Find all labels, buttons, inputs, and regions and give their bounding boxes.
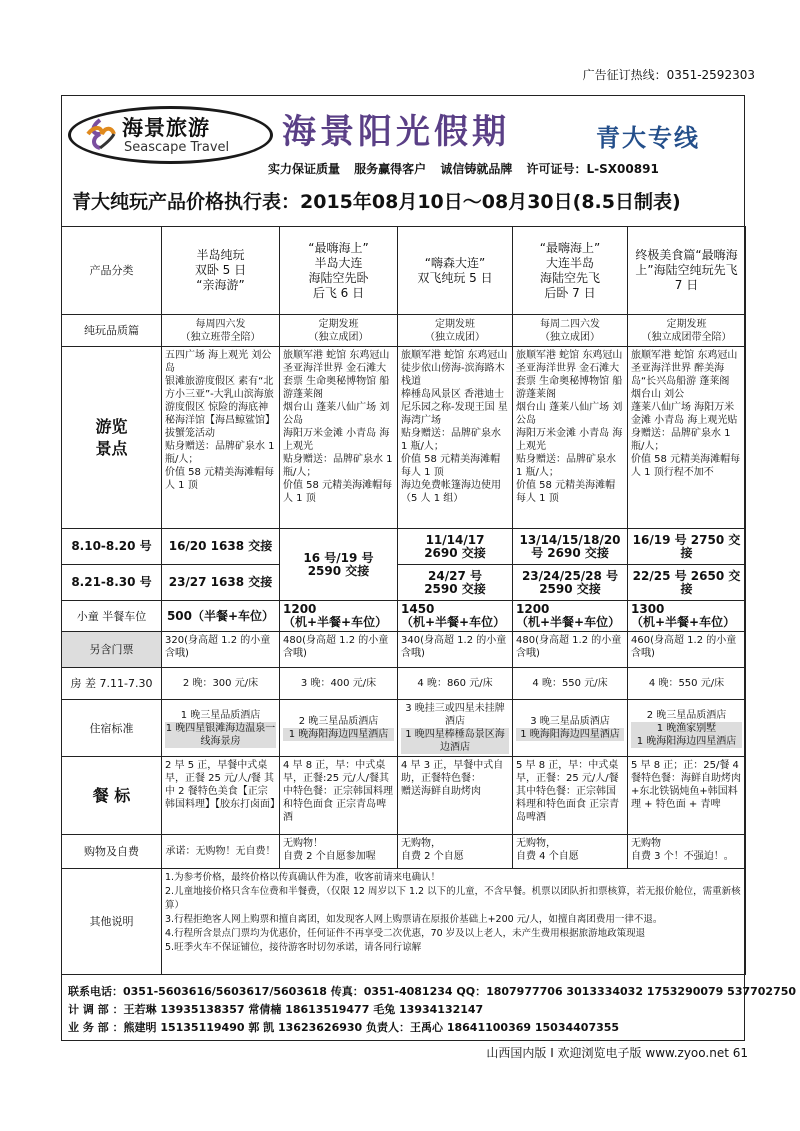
price-table-title: 青大纯玩产品价格执行表：2015年08月10日～08月30日(8.5日制表) (72, 191, 681, 213)
product-name: 半岛纯玩 双卧 5 日 “亲海游” (162, 227, 280, 315)
product-meal: 2 早 5 正，早餐中式桌早，正餐 25 元/人/餐 其中 2 餐特色美食【正宗韩国料理】【胶东打卤面】 (162, 757, 280, 835)
brand-title: 海景阳光假期 (282, 112, 510, 152)
row-label-tickets: 另含门票 (62, 632, 162, 668)
product-room: 4 晚：550 元/床 (628, 668, 746, 700)
product-meal: 4 早 8 正，早：中式桌早，正餐:25 元/人/餐其中特色餐：正宗韩国料理和特色面食 正宗青岛啤酒 (280, 757, 398, 835)
product-spots: 旅顺军港 蛇馆 东鸡冠山 圣亚海洋世界 金石滩大套票 生命奥秘博物馆 船游蓬莱阁 烟台山 蓬莱八仙广场 刘公岛 海阳万米金滩 小青岛 海上观光 贴身赠送：品牌矿泉水 1 瓶/人； 价值 58 元精美海滩帽每人 1 顶 (513, 347, 628, 529)
row-label-shopping: 购物及自费 (62, 835, 162, 869)
product-spots: 旅顺军港 蛇馆 东鸡冠山 圣亚海洋世界 醉美海岛“长兴岛船游 蓬莱阁 烟台山 刘公 蓬莱八仙广场 海阳万米金滩 小青岛 海上观光贴身赠送：品牌矿泉水 1 瓶/人； 价值 58 元精美海滩帽每人 1 顶行程不加不 (628, 347, 746, 529)
product-price: 16/20 1638 交接 (162, 529, 280, 565)
product-price: 23/27 1638 交接 (162, 565, 280, 601)
product-meal: 5 早 8 正；正：25/餐 4 餐特色餐：海鲜自助烤肉+东北铁锅炖鱼+韩国料理 + 特色面 + 青啤 (628, 757, 746, 835)
product-shopping: 无购物 自费 3 个！不强迫！。 (628, 835, 746, 869)
product-hotel: 2 晚三星品质酒店 1 晚渔家别墅 1 晚海阳海边四星酒店 (628, 700, 746, 757)
product-shopping: 无购物！ 自费 2 个自愿参加喔 (280, 835, 398, 869)
row-label-room: 房 差 7.11-7.30 (62, 668, 162, 700)
product-child-price: 1450 （机+半餐+车位） (398, 601, 513, 632)
product-child-price: 1200 （机+半餐+车位） (280, 601, 398, 632)
product-price: 22/25 号 2650 交接 (628, 565, 746, 601)
row-label-meal: 餐 标 (62, 757, 162, 835)
contact-phone: 联系电话：0351-5603616/5603617/5603618 传真：0351-4081234 QQ：1807977706 3013334032 1753290079 537702750 (68, 985, 797, 998)
row-label-category: 产品分类 (62, 227, 162, 315)
product-tickets: 320(身高超 1.2 的小童含哦) (162, 632, 280, 668)
product-tickets: 480(身高超 1.2 的小童含哦) (280, 632, 398, 668)
note-item: 4.行程所含景点门票均为优惠价，任何证件不再享受二次优惠，70 岁及以上老人，未产生费用根据旅游地政策现退 (165, 928, 646, 939)
product-schedule: 定期发班 （独立成团） (398, 315, 513, 347)
product-meal: 4 早 3 正，早餐中式自助，正餐特色餐： 赠送海鲜自助烤肉 (398, 757, 513, 835)
product-price: 13/14/15/18/20 号 2690 交接 (513, 529, 628, 565)
product-spots: 旅顺军港 蛇馆 东鸡冠山 徒步依山傍海-滨海路木栈道 棒棰岛风景区 香港迪士尼乐园之称-发现王国 星海湾广场 贴身赠送：品牌矿泉水 1 瓶/人； 价值 58 元精美海滩帽每人 1 顶 海边免费帐篷海边使用（5 人 1 组） (398, 347, 513, 529)
row-label-hotel: 住宿标准 (62, 700, 162, 757)
product-spots: 旅顺军港 蛇馆 东鸡冠山 圣亚海洋世界 金石滩大套票 生命奥秘博物馆 船游蓬莱阁 烟台山 蓬莱八仙广场 刘公岛 海阳万米金滩 小青岛 海上观光 贴身赠送：品牌矿泉水 1 瓶/人； 价值 58 元精美海滩帽每人 1 顶 (280, 347, 398, 529)
contact-ops: 计 调 部 ：王若琳 13935138357 常倩楠 18613519477 毛兔 13934132147 (68, 1003, 484, 1016)
row-label-date2: 8.21-8.30 号 (62, 565, 162, 601)
product-name: “最嗨海上” 大连半岛 海陆空先飞 后卧 7 日 (513, 227, 628, 315)
notes-list (162, 869, 746, 975)
row-label-date1: 8.10-8.20 号 (62, 529, 162, 565)
slogan: 实力保证质量 服务赢得客户 诚信铸就品牌 许可证号：L-SX00891 (268, 162, 659, 176)
product-schedule: 每周二四六发 （独立成团） (513, 315, 628, 347)
note-item: 5.旺季火车不保证铺位，接待游客时切勿承诺，请各同行谅解 (165, 942, 422, 953)
product-child-price: 500（半餐+车位） (162, 601, 280, 632)
note-item: 2.儿童地接价格只含车位费和半餐费，（仅限 12 周岁以下 1.2 以下的儿童，不含早餐。机票以团队折扣票核算，若无报价舱位，需重新核算） (165, 886, 741, 911)
product-name: “最嗨海上” 半岛大连 海陆空先卧 后飞 6 日 (280, 227, 398, 315)
product-hotel: 3 晚挂三或四星未挂牌酒店 1 晚四星棒棰岛景区海边酒店 (398, 700, 513, 757)
page-footer: 山西国内版 I 欢迎浏览电子版 www.zyoo.net 61 (486, 1046, 748, 1060)
product-price: 23/24/25/28 号 2590 交接 (513, 565, 628, 601)
product-meal: 5 早 8 正，早：中式桌早，正餐：25 元/人/餐其中特色餐：正宗韩国料理和特色面食 正宗青岛啤酒 (513, 757, 628, 835)
logo-text-cn: 海景旅游 (122, 116, 210, 140)
product-room: 4 晚：550 元/床 (513, 668, 628, 700)
contact-sales: 业 务 部 ：熊建明 15135119490 郭 凯 13623626930 负责人：王禹心 18641100369 15034407355 (68, 1021, 620, 1034)
brand-subtitle: 青大专线 (596, 123, 700, 152)
product-price: 11/14/17 2690 交接 (398, 529, 513, 565)
price-table (61, 226, 746, 975)
row-label-notes: 其他说明 (62, 869, 162, 975)
product-shopping: 承诺：无购物！无自费！ (162, 835, 280, 869)
row-label-quality: 纯玩品质篇 (62, 315, 162, 347)
product-shopping: 无购物， 自费 4 个自愿 (513, 835, 628, 869)
note-item: 3.行程拒绝客人网上购票和擅自离团，如发现客人网上购票请在原报价基础上+200 元/人，如擅自离团费用一律不退。 (165, 914, 663, 925)
product-room: 2 晚：300 元/床 (162, 668, 280, 700)
product-schedule: 定期发班 （独立成团） (280, 315, 398, 347)
product-tickets: 340(身高超 1.2 的小童含哦) (398, 632, 513, 668)
product-schedule: 每周四六发 （独立班带全陪） (162, 315, 280, 347)
product-child-price: 1300 （机+半餐+车位） (628, 601, 746, 632)
product-tickets: 480(身高超 1.2 的小童含哦) (513, 632, 628, 668)
note-item: 1.为参考价格，最终价格以传真确认件为准，收客前请来电确认！ (165, 872, 441, 883)
product-name: 终极美食篇“最嗨海上”海陆空纯玩先飞 7 日 (628, 227, 746, 315)
product-schedule: 定期发班 （独立成团带全陪） (628, 315, 746, 347)
product-hotel: 1 晚三星品质酒店 1 晚四星银滩海边温泉一线海景房 (162, 700, 280, 757)
product-name: “嗨森大连” 双飞纯玩 5 日 (398, 227, 513, 315)
product-price: 16 号/19 号 2590 交接 (280, 529, 398, 601)
ad-hotline: 广告征订热线：0351-2592303 (582, 68, 755, 82)
product-shopping: 无购物， 自费 2 个自愿 (398, 835, 513, 869)
logo-text-en: Seascape Travel (124, 140, 230, 155)
product-hotel: 3 晚三星品质酒店 1 晚海阳海边四星酒店 (513, 700, 628, 757)
row-label-child: 小童 半餐车位 (62, 601, 162, 632)
product-price: 24/27 号 2590 交接 (398, 565, 513, 601)
product-child-price: 1200 （机+半餐+车位） (513, 601, 628, 632)
product-spots: 五四广场 海上观光 刘公岛 银滩旅游度假区 素有“北方小三亚”-大乳山滨海旅游度假区 惊险的海底神秘海洋馆【海昌鲸鲨馆】 拔蟹笼活动 贴身赠送：品牌矿泉水 1 瓶/人； 价值 58 元精美海滩帽每人 1 顶 (162, 347, 280, 529)
product-room: 3 晚：400 元/床 (280, 668, 398, 700)
product-hotel: 2 晚三星品质酒店 1 晚海阳海边四星酒店 (280, 700, 398, 757)
product-price: 16/19 号 2750 交接 (628, 529, 746, 565)
product-tickets: 460(身高超 1.2 的小童含哦) (628, 632, 746, 668)
row-label-spots: 游览 景点 (62, 347, 162, 529)
logo-swirl-icon (82, 116, 118, 152)
product-room: 4 晚：860 元/床 (398, 668, 513, 700)
